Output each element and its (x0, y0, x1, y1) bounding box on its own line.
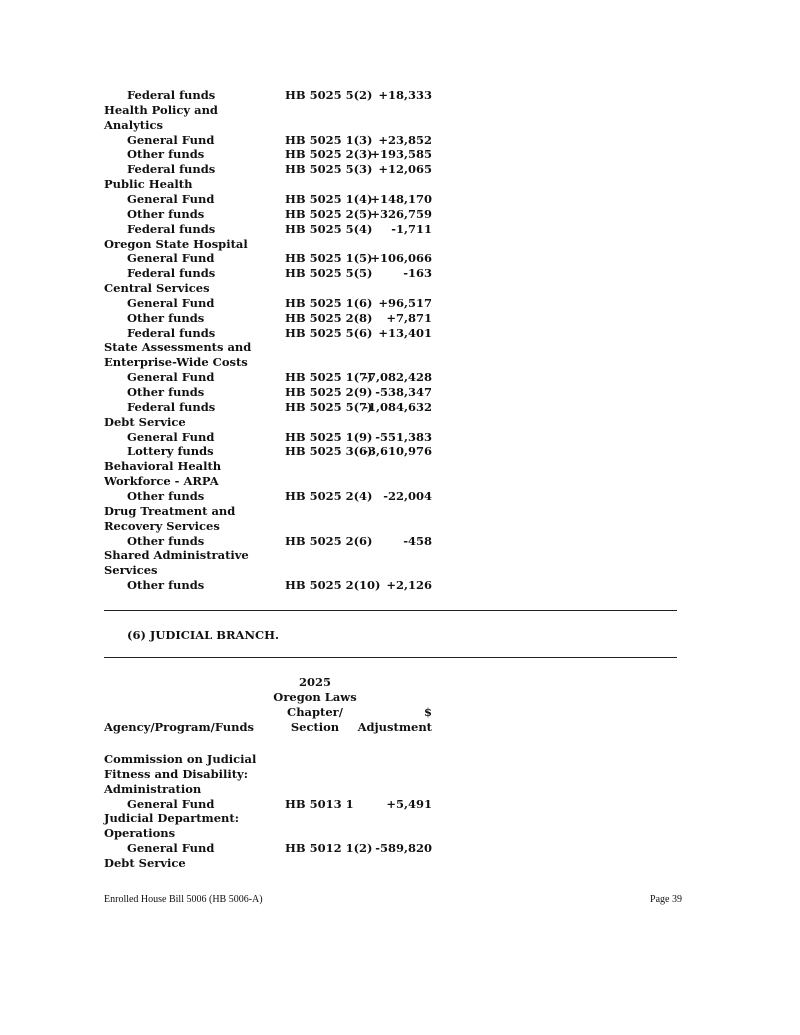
adjustment-amount: +18,333 (378, 88, 432, 102)
adjustment-amount: -551,383 (375, 429, 432, 444)
table-row (0, 811, 800, 826)
table-row (0, 118, 800, 133)
program-label: Analytics (104, 117, 163, 132)
table-row (0, 266, 800, 281)
fund-label: General Fund (127, 132, 215, 147)
table-row (0, 222, 800, 237)
section-ref: HB 5025 2(4) (285, 488, 373, 503)
adjustment-amount: -7,082,428 (363, 370, 432, 385)
table-row (0, 207, 800, 222)
fund-label: General Fund (127, 251, 215, 266)
section-ref: HB 5025 1(7) (285, 370, 373, 385)
program-label: Debt Service (104, 414, 186, 429)
program-label: Operations (104, 826, 176, 841)
fund-label: General Fund (127, 429, 215, 444)
program-label: Commission on Judicial (104, 752, 257, 766)
adjustment-amount: +193,585 (370, 147, 432, 162)
table-row (0, 355, 800, 370)
program-label: Central Services (104, 281, 210, 296)
program-label: Debt Service (104, 855, 186, 870)
adjustment-amount: +7,871 (386, 310, 432, 325)
table-row (0, 385, 800, 400)
fund-label: General Fund (127, 841, 215, 856)
table-row (0, 444, 800, 459)
program-label: Drug Treatment and (104, 503, 236, 518)
table-row (0, 459, 800, 474)
section-ref: HB 5025 5(6) (285, 325, 373, 340)
adjustment-amount: -3,610,976 (363, 444, 432, 459)
table-row (0, 534, 800, 549)
section-ref: HB 5025 1(5) (285, 251, 373, 266)
program-label: Health Policy and (104, 102, 218, 117)
section-ref: HB 5025 2(8) (285, 310, 373, 325)
adjustment-amount: +5,491 (386, 796, 432, 811)
section-ref: HB 5012 1(2) (285, 841, 373, 856)
program-label: Fitness and Disability: (104, 766, 248, 781)
adjustment-amount: +326,759 (370, 206, 432, 221)
table-row (0, 474, 800, 489)
fund-label: Other funds (127, 310, 205, 325)
section-ref: HB 5025 3(6) (285, 444, 373, 459)
table-row (0, 192, 800, 207)
section-ref: HB 5025 5(2) (285, 88, 373, 102)
section-ref: HB 5025 1(6) (285, 295, 373, 310)
adjustment-amount: +2,126 (386, 578, 432, 593)
fund-label: Federal funds (127, 399, 216, 414)
fund-label: Federal funds (127, 221, 216, 236)
header-chapter: Chapter/ (287, 705, 343, 719)
table-row (0, 340, 800, 355)
header-agency-program-funds: Agency/Program/Funds (104, 720, 255, 734)
table-row (0, 237, 800, 252)
table-row (0, 103, 800, 118)
adjustment-amount: -1,711 (391, 221, 432, 236)
adjustment-amount: +23,852 (378, 132, 432, 147)
section-ref: HB 5025 5(3) (285, 162, 373, 177)
adjustment-amount: -1,084,632 (363, 399, 432, 414)
section-ref: HB 5013 1 (285, 796, 354, 811)
fund-label: Other funds (127, 147, 205, 162)
table-row (0, 133, 800, 148)
section-ref: HB 5025 5(7) (285, 399, 373, 414)
fund-label: Other funds (127, 385, 205, 399)
adjustment-amount: +13,401 (378, 325, 432, 340)
fund-label: General Fund (127, 295, 215, 310)
program-label: Shared Administrative (104, 548, 249, 563)
section-ref: HB 5025 2(10) (285, 578, 381, 593)
section-ref: HB 5025 5(4) (285, 221, 373, 236)
table-row (0, 281, 800, 296)
table-row (0, 326, 800, 341)
table-row (0, 415, 800, 430)
header-dollar: $ (423, 705, 432, 719)
table-row (0, 311, 800, 326)
footer-page-number: Page 39 (650, 894, 682, 905)
table-row (0, 767, 800, 782)
table-row (0, 563, 800, 578)
table-row (0, 430, 800, 445)
adjustment-amount: -538,347 (375, 385, 432, 399)
fund-label: Federal funds (127, 88, 216, 102)
table-row (0, 489, 800, 504)
adjustment-amount: +96,517 (378, 295, 432, 310)
program-label: Administration (104, 781, 202, 796)
table-row (0, 519, 800, 534)
section-ref: HB 5025 5(5) (285, 266, 373, 281)
program-label: Judicial Department: (104, 811, 239, 826)
fund-label: General Fund (127, 191, 215, 206)
program-label: Workforce - ARPA (104, 474, 219, 489)
fund-label: Other funds (127, 488, 205, 503)
section-ref: HB 5025 1(3) (285, 132, 373, 147)
table-row (0, 147, 800, 162)
adjustment-amount: -458 (403, 533, 432, 548)
adjustment-amount: -163 (403, 266, 432, 281)
section-ref: HB 5025 1(4) (285, 191, 373, 206)
fund-label: Federal funds (127, 162, 216, 177)
table-row (0, 752, 800, 767)
fund-label: General Fund (127, 796, 215, 811)
table-row (0, 856, 800, 871)
program-label: Recovery Services (104, 518, 220, 533)
table-row (0, 841, 800, 856)
table-row (0, 504, 800, 519)
table-row (0, 177, 800, 192)
section-divider-top (104, 610, 677, 611)
table-row (0, 370, 800, 385)
program-label: Oregon State Hospital (104, 236, 248, 251)
fund-label: General Fund (127, 370, 215, 385)
header-section: Section (290, 720, 340, 734)
program-label: State Assessments and (104, 340, 252, 355)
table-row (0, 782, 800, 797)
header-oregon-laws: Oregon Laws (273, 690, 357, 704)
fund-label: Other funds (127, 206, 205, 221)
program-label: Behavioral Health (104, 459, 222, 474)
section-ref: HB 5025 2(5) (285, 206, 373, 221)
adjustment-amount: -22,004 (383, 488, 432, 503)
table-row (0, 548, 800, 563)
table-row (0, 88, 800, 103)
fund-label: Other funds (127, 533, 205, 548)
section-ref: HB 5025 1(9) (285, 429, 373, 444)
table-row (0, 826, 800, 841)
table-row (0, 400, 800, 415)
section-title: (6) JUDICIAL BRANCH. (127, 628, 279, 642)
table-row (0, 162, 800, 177)
header-year: 2025 (298, 675, 331, 689)
program-label: Public Health (104, 177, 193, 192)
program-label: Services (104, 563, 158, 578)
table-row (0, 296, 800, 311)
fund-label: Federal funds (127, 325, 216, 340)
adjustment-amount: +12,065 (378, 162, 432, 177)
fund-label: Federal funds (127, 266, 216, 281)
section-ref: HB 5025 2(6) (285, 533, 373, 548)
table-row (0, 251, 800, 266)
section-ref: HB 5025 2(9) (285, 385, 373, 399)
header-adjustment: Adjustment (357, 720, 432, 734)
table-row (0, 797, 800, 812)
adjustment-amount: +106,066 (370, 251, 432, 266)
fund-label: Lottery funds (127, 444, 214, 459)
adjustment-amount: -589,820 (375, 841, 432, 856)
footer-bill-name: Enrolled House Bill 5006 (HB 5006-A) (104, 894, 263, 905)
program-label: Enterprise-Wide Costs (104, 355, 248, 370)
section-ref: HB 5025 2(3) (285, 147, 373, 162)
table-row (0, 578, 800, 593)
fund-label: Other funds (127, 578, 205, 593)
adjustment-amount: +148,170 (370, 191, 432, 206)
section-divider-bottom (104, 657, 677, 658)
